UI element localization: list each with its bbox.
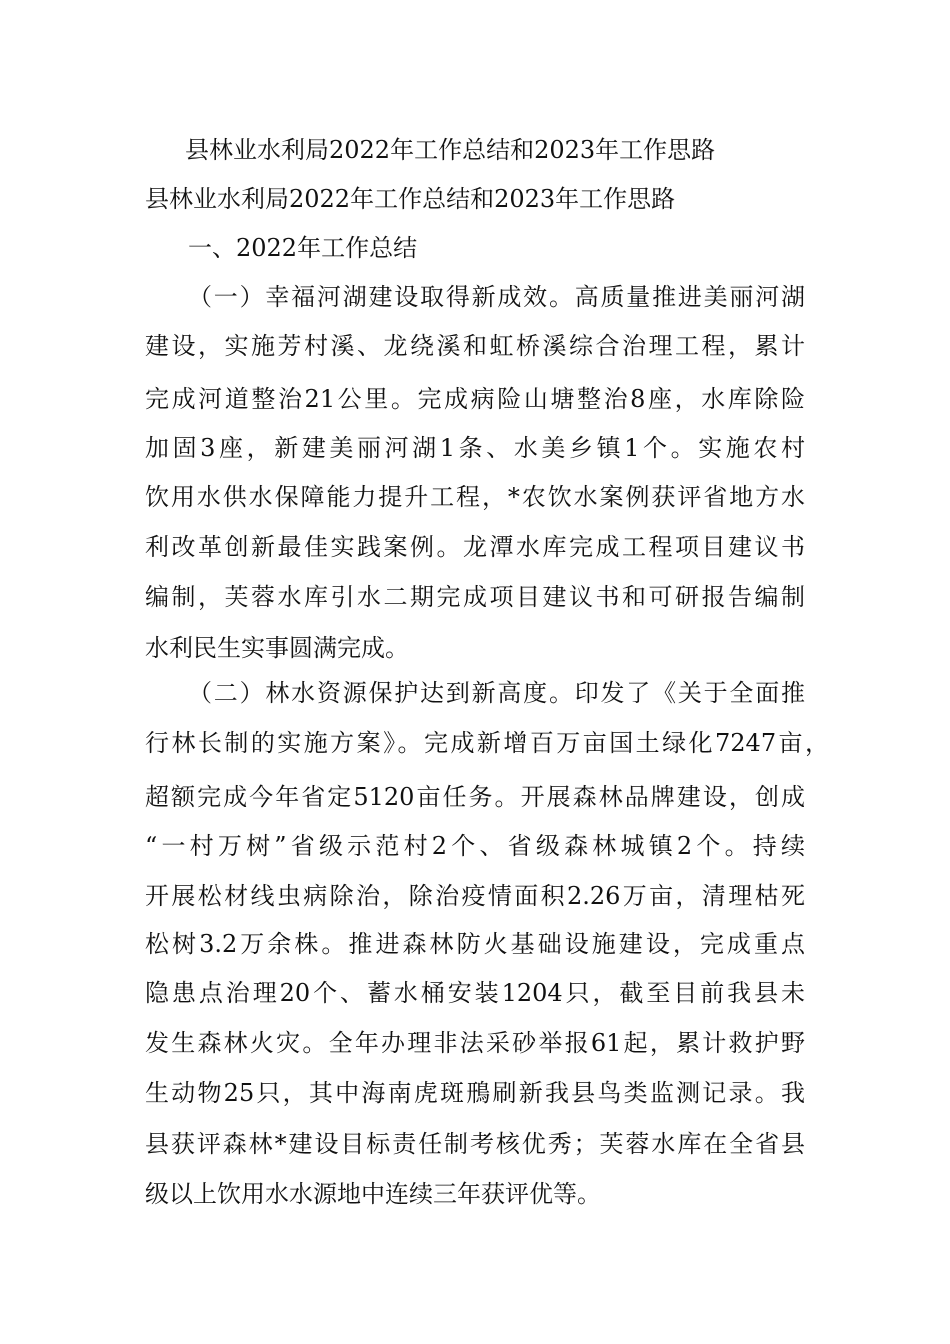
paragraph-line: 县获评森林*建设目标责任制考核优秀；芙蓉水库在全省县 — [145, 1130, 805, 1158]
paragraph-line: “一村万树”省级示范村2个、省级森林城镇2个。持续 — [145, 832, 805, 860]
paragraph-line: 行林长制的实施方案》。完成新增百万亩国土绿化7247亩， — [145, 729, 829, 757]
document-title: 县林业水利局2022年工作总结和2023年工作思路 — [185, 136, 716, 164]
paragraph-line: 级以上饮用水水源地中连续三年获评优等。 — [145, 1180, 601, 1208]
section-heading: 一、2022年工作总结 — [188, 234, 418, 262]
paragraph-line: 加固3座，新建美丽河湖1条、水美乡镇1个。实施农村 — [145, 434, 805, 462]
paragraph-line: 发生森林火灾。全年办理非法采砂举报61起，累计救护野 — [145, 1029, 805, 1057]
paragraph-line: 松树3.2万余株。推进森林防火基础设施建设，完成重点 — [145, 930, 805, 958]
paragraph-line: （一）幸福河湖建设取得新成效。高质量推进美丽河湖 — [188, 283, 805, 311]
paragraph-line: 利改革创新最佳实践案例。龙潭水库完成工程项目建议书 — [145, 533, 805, 561]
paragraph-line: 生动物25只，其中海南虎斑鳽刷新我县鸟类监测记录。我 — [145, 1079, 805, 1107]
paragraph-line: 建设，实施芳村溪、龙绕溪和虹桥溪综合治理工程，累计 — [145, 332, 805, 360]
paragraph-line: 编制，芙蓉水库引水二期完成项目建议书和可研报告编制 — [145, 583, 805, 611]
paragraph-line: 完成河道整治21公里。完成病险山塘整治8座，水库除险 — [145, 385, 805, 413]
paragraph-line: （二）林水资源保护达到新高度。印发了《关于全面推 — [188, 679, 805, 707]
paragraph-line: 饮用水供水保障能力提升工程，*农饮水案例获评省地方水 — [145, 483, 805, 511]
document-subtitle: 县林业水利局2022年工作总结和2023年工作思路 — [145, 185, 676, 213]
paragraph-line: 开展松材线虫病除治，除治疫情面积2.26万亩，清理枯死 — [145, 882, 805, 910]
paragraph-line: 隐患点治理20个、蓄水桶安装1204只，截至目前我县未 — [145, 979, 805, 1007]
paragraph-line: 水利民生实事圆满完成。 — [145, 634, 409, 662]
paragraph-line: 超额完成今年省定5120亩任务。开展森林品牌建设，创成 — [145, 783, 805, 811]
